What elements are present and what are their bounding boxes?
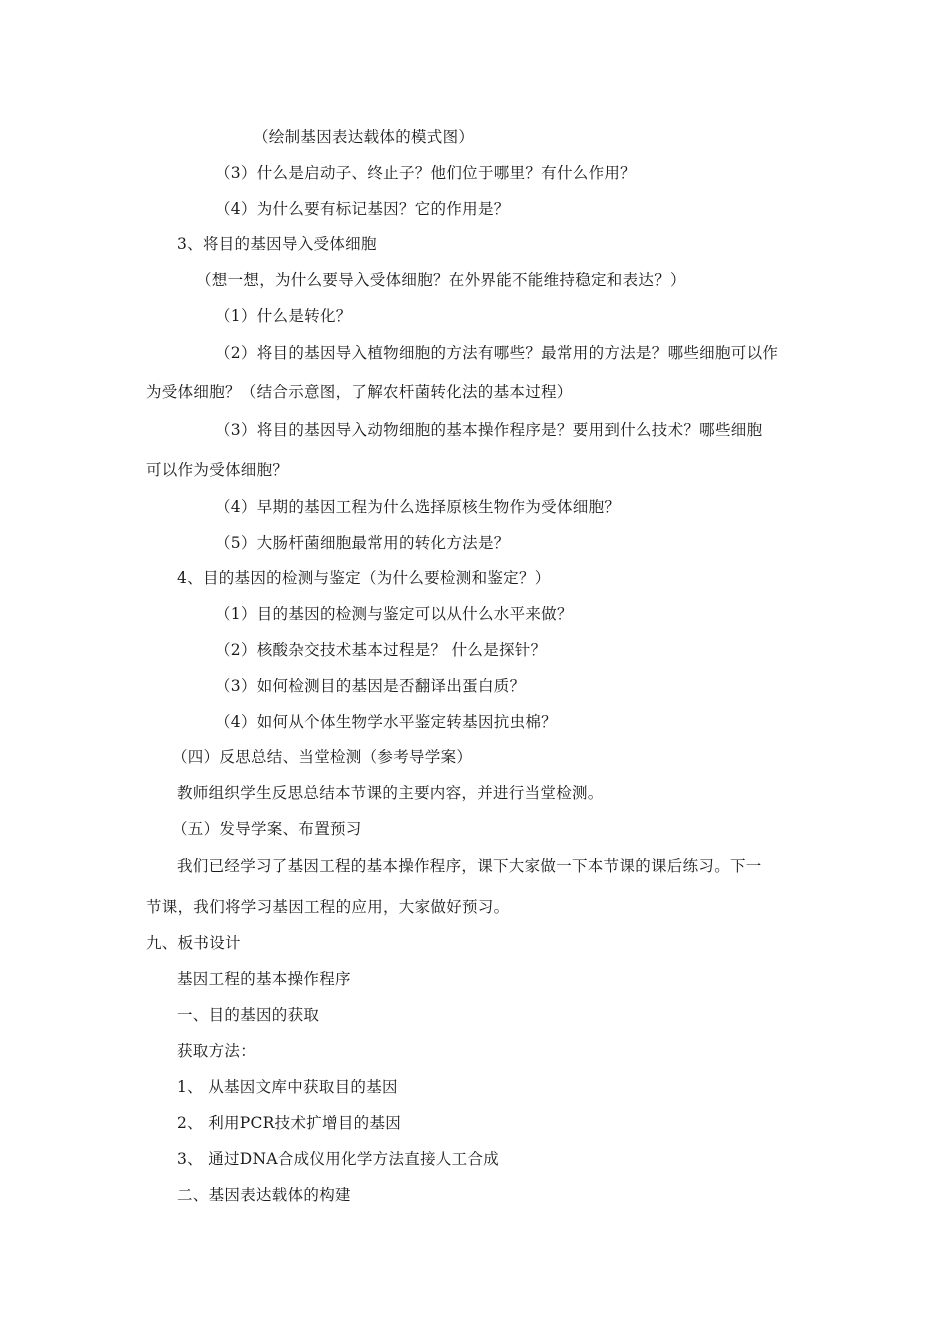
text-line: 我们已经学习了基因工程的基本操作程序，课下大家做一下本节课的课后练习。下一 <box>177 857 762 875</box>
text-line: 二、基因表达载体的构建 <box>177 1186 351 1204</box>
list-item: 1、 从基因文库中获取目的基因 <box>177 1078 398 1096</box>
text-line: 教师组织学生反思总结本节课的主要内容，并进行当堂检测。 <box>177 784 604 802</box>
list-item: 2、 利用PCR技术扩增目的基因 <box>177 1114 402 1132</box>
text-line: （3）将目的基因导入动物细胞的基本操作程序是？要用到什么技术？哪些细胞 <box>215 421 763 439</box>
list-item: 3、 通过DNA合成仪用化学方法直接人工合成 <box>177 1150 500 1168</box>
text-line: （4）为什么要有标记基因？它的作用是？ <box>215 200 510 218</box>
text-line: （4）如何从个体生物学水平鉴定转基因抗虫棉？ <box>215 713 557 731</box>
text-line: （2）将目的基因导入植物细胞的方法有哪些？最常用的方法是？哪些细胞可以作 <box>215 344 779 362</box>
section-heading: 4、目的基因的检测与鉴定（为什么要检测和鉴定？） <box>177 569 551 587</box>
text-line: （5）大肠杆菌细胞最常用的转化方法是？ <box>215 534 510 552</box>
section-heading: 3、将目的基因导入受体细胞 <box>177 235 377 253</box>
section-heading: （四）反思总结、当堂检测（参考导学案） <box>172 748 473 766</box>
text-line: （想一想，为什么要导入受体细胞？在外界能不能维持稳定和表达？） <box>196 271 686 289</box>
text-line: 为受体细胞？（结合示意图，了解农杆菌转化法的基本过程） <box>146 383 573 401</box>
text-line: 可以作为受体细胞？ <box>146 461 289 479</box>
text-line: 节课，我们将学习基因工程的应用，大家做好预习。 <box>146 898 510 916</box>
text-line: （4）早期的基因工程为什么选择原核生物作为受体细胞？ <box>215 498 621 516</box>
text-line: （3）什么是启动子、终止子？他们位于哪里？有什么作用？ <box>215 164 636 182</box>
text-line: 基因工程的基本操作程序 <box>177 970 351 988</box>
text-line: （绘制基因表达载体的模式图） <box>253 128 475 146</box>
text-line: 一、目的基因的获取 <box>177 1006 320 1024</box>
text-line: （2）核酸杂交技术基本过程是？ 什么是探针？ <box>215 641 547 659</box>
text-line: 获取方法： <box>177 1042 257 1060</box>
section-heading: （五）发导学案、布置预习 <box>172 820 362 838</box>
text-line: （1）什么是转化？ <box>215 307 352 325</box>
section-heading: 九、板书设计 <box>146 934 241 952</box>
text-line: （1）目的基因的检测与鉴定可以从什么水平来做？ <box>215 605 573 623</box>
text-line: （3）如何检测目的基因是否翻译出蛋白质？ <box>215 677 526 695</box>
